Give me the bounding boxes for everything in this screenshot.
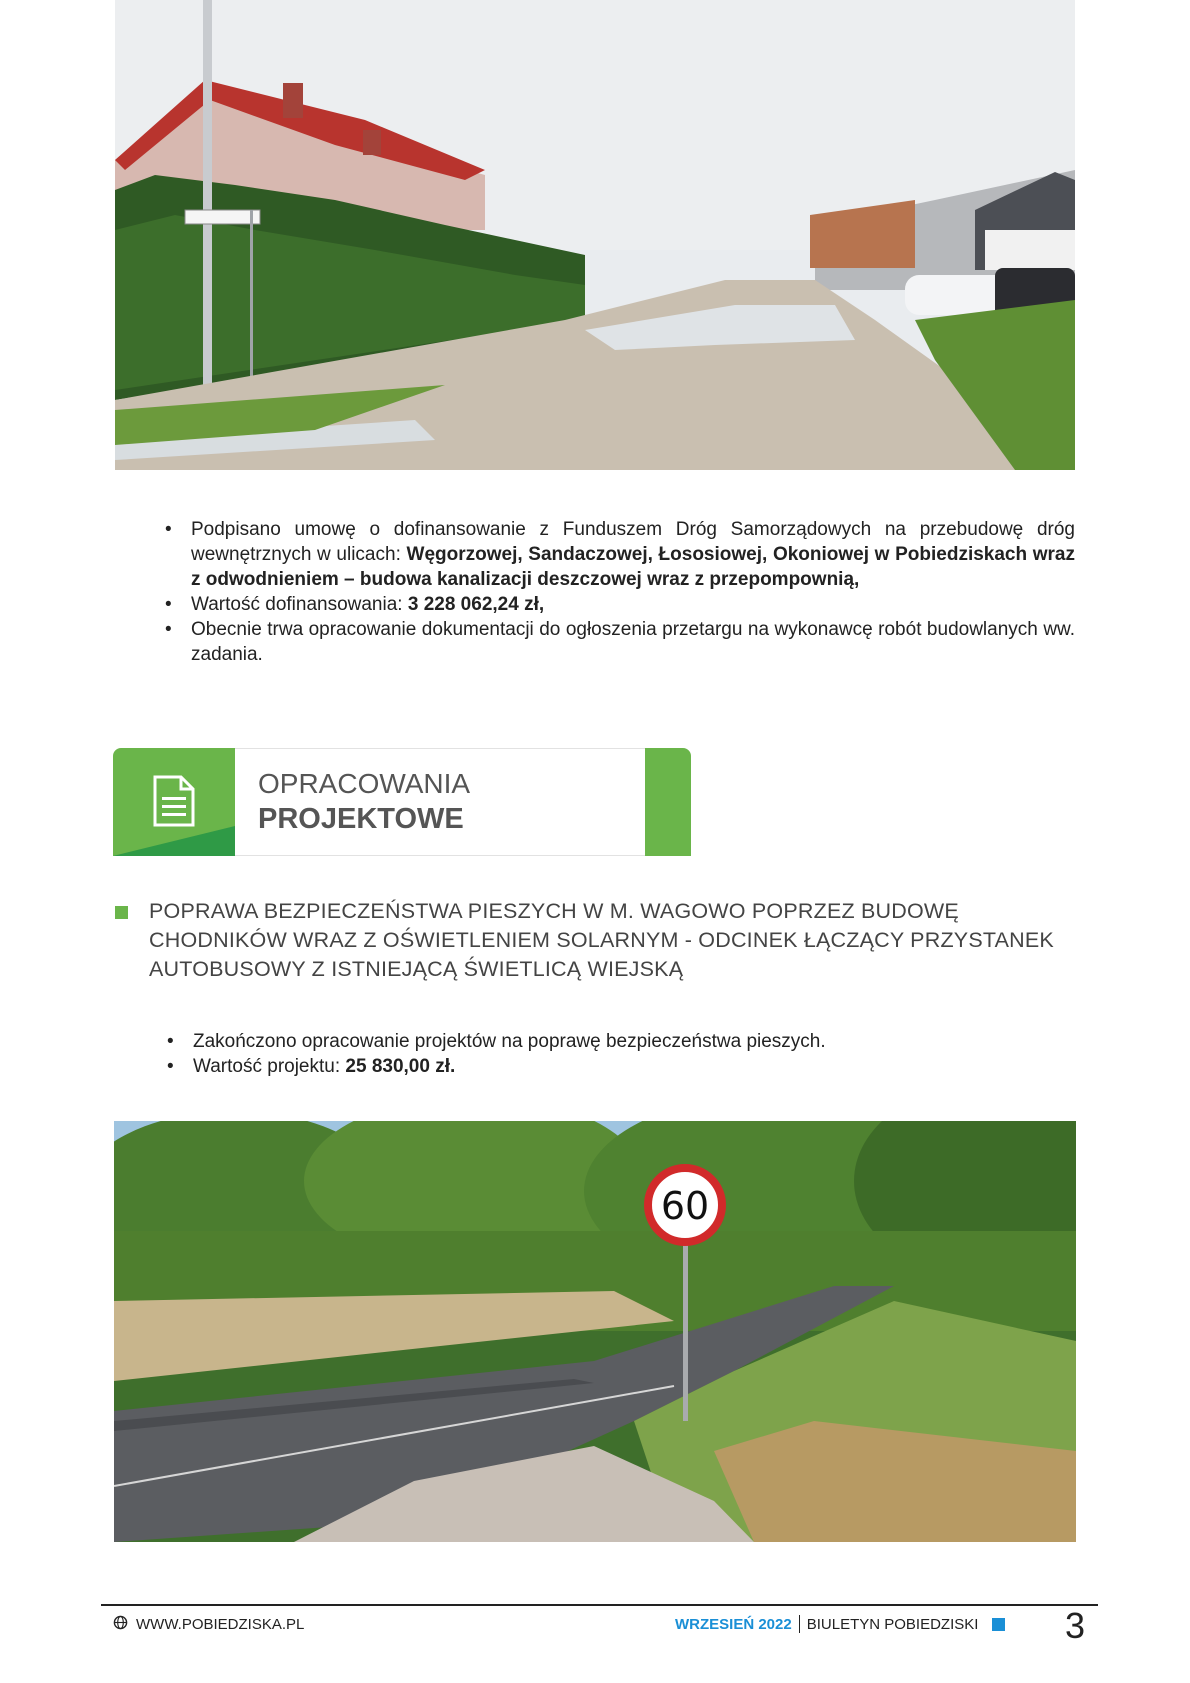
document-icon xyxy=(153,775,195,832)
list-item: • Podpisano umowę o dofinansowanie z Funduszem Dróg Samorządowych na przebudowę dróg wewnętrznych w ulicach: Węgorzowej, Sandaczowej, Łososiowej, Okoniowej w Pobiedziskach wraz z odwodnieniem – budowa kanalizacji deszczowej wraz z przepompownią, xyxy=(163,517,1075,592)
bottom-photo xyxy=(114,1121,1076,1542)
funding-bullet-list xyxy=(163,517,1075,667)
green-square-marker xyxy=(115,906,128,919)
footer-issue xyxy=(675,1615,1005,1633)
footer-rule xyxy=(101,1604,1098,1606)
list-item: • Obecnie trwa opracowanie dokumentacji do ogłoszenia przetargu na wykonawcę robót budowlanych ww. zadania. xyxy=(163,617,1075,667)
page-number: 3 xyxy=(1065,1605,1086,1646)
section-banner xyxy=(113,748,691,856)
top-photo xyxy=(115,0,1075,470)
globe-icon xyxy=(113,1615,128,1634)
footer-separator xyxy=(799,1615,800,1633)
footer-website[interactable] xyxy=(113,1615,304,1634)
section-heading: POPRAWA BEZPIECZEŃSTWA PIESZYCH W M. WAGOWO POPRZEZ BUDOWĘ CHODNIKÓW WRAZ Z OŚWIETLENIEM SOLARNYM - ODCINEK ŁĄCZĄCY PRZYSTANEK AUTOBUSOWY Z ISTNIEJĄCĄ ŚWIETLICĄ WIEJSKĄ xyxy=(149,899,1054,981)
project-bullet-list xyxy=(165,1029,1065,1079)
blue-square-marker xyxy=(992,1618,1005,1631)
svg-text:60: 60 xyxy=(660,1184,710,1228)
publication-name: BIULETYN POBIEDZISKI xyxy=(806,1615,979,1633)
banner-title-line2: PROJEKTOWE xyxy=(258,803,464,835)
banner-title-line1: OPRACOWANIA xyxy=(258,768,471,799)
list-item: • Zakończono opracowanie projektów na poprawę bezpieczeństwa pieszych. xyxy=(165,1029,1065,1054)
website-link[interactable]: WWW.POBIEDZISKA.PL xyxy=(136,1616,305,1633)
issue-date: WRZESIEŃ 2022 xyxy=(675,1615,792,1633)
list-item: • Wartość projektu: 25 830,00 zł. xyxy=(165,1054,1065,1079)
list-item: • Wartość dofinansowania: 3 228 062,24 zł, xyxy=(163,592,1075,617)
